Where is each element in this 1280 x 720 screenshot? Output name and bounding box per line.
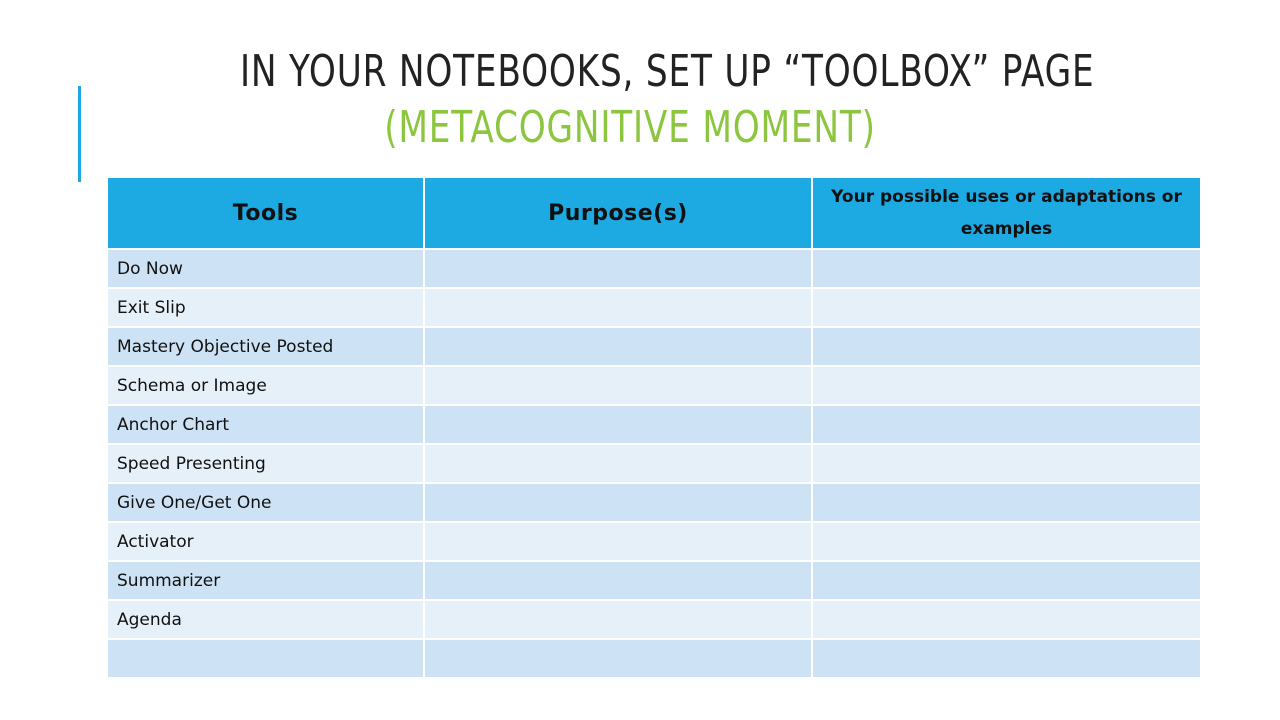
- uses-cell[interactable]: [812, 405, 1201, 444]
- tool-cell: Do Now: [107, 249, 424, 288]
- table-row: [107, 288, 1201, 327]
- tool-cell: Give One/Get One: [107, 483, 424, 522]
- purpose-cell[interactable]: [424, 639, 812, 678]
- table-row: [107, 639, 1201, 678]
- slide-title-subtitle: (METACOGNITIVE MOMENT): [384, 102, 876, 153]
- purpose-cell[interactable]: [424, 405, 812, 444]
- table-row: [107, 366, 1201, 405]
- table-row: [107, 483, 1201, 522]
- table-row: [107, 561, 1201, 600]
- purpose-cell[interactable]: [424, 249, 812, 288]
- table-row: [107, 522, 1201, 561]
- header-purposes: Purpose(s): [424, 177, 812, 249]
- table-row: [107, 444, 1201, 483]
- uses-cell[interactable]: [812, 483, 1201, 522]
- header-possible-uses: Your possible uses or adaptations or examples: [812, 177, 1201, 249]
- tool-cell: Summarizer: [107, 561, 424, 600]
- slide-title-main: IN YOUR NOTEBOOKS, SET UP “TOOLBOX” PAGE: [240, 46, 1095, 97]
- table-row: [107, 249, 1201, 288]
- purpose-cell[interactable]: [424, 327, 812, 366]
- uses-cell[interactable]: [812, 639, 1201, 678]
- purpose-cell[interactable]: [424, 444, 812, 483]
- header-tools: Tools: [107, 177, 424, 249]
- table-row: [107, 327, 1201, 366]
- purpose-cell[interactable]: [424, 600, 812, 639]
- purpose-cell[interactable]: [424, 288, 812, 327]
- uses-cell[interactable]: [812, 288, 1201, 327]
- title-accent-bar: [78, 86, 81, 182]
- uses-cell[interactable]: [812, 561, 1201, 600]
- table-header-row: [107, 177, 1201, 249]
- toolbox-table: [106, 176, 1202, 679]
- uses-cell[interactable]: [812, 249, 1201, 288]
- purpose-cell[interactable]: [424, 561, 812, 600]
- tool-cell: Speed Presenting: [107, 444, 424, 483]
- slide-title: [130, 44, 1130, 156]
- tool-cell: Agenda: [107, 600, 424, 639]
- tool-cell: Mastery Objective Posted: [107, 327, 424, 366]
- uses-cell[interactable]: [812, 444, 1201, 483]
- uses-cell[interactable]: [812, 522, 1201, 561]
- purpose-cell[interactable]: [424, 522, 812, 561]
- uses-cell[interactable]: [812, 600, 1201, 639]
- table-row: [107, 600, 1201, 639]
- purpose-cell[interactable]: [424, 483, 812, 522]
- tool-cell: Schema or Image: [107, 366, 424, 405]
- uses-cell[interactable]: [812, 366, 1201, 405]
- tool-cell[interactable]: [107, 639, 424, 678]
- tool-cell: Anchor Chart: [107, 405, 424, 444]
- tool-cell: Activator: [107, 522, 424, 561]
- tool-cell: Exit Slip: [107, 288, 424, 327]
- table-row: [107, 405, 1201, 444]
- purpose-cell[interactable]: [424, 366, 812, 405]
- uses-cell[interactable]: [812, 327, 1201, 366]
